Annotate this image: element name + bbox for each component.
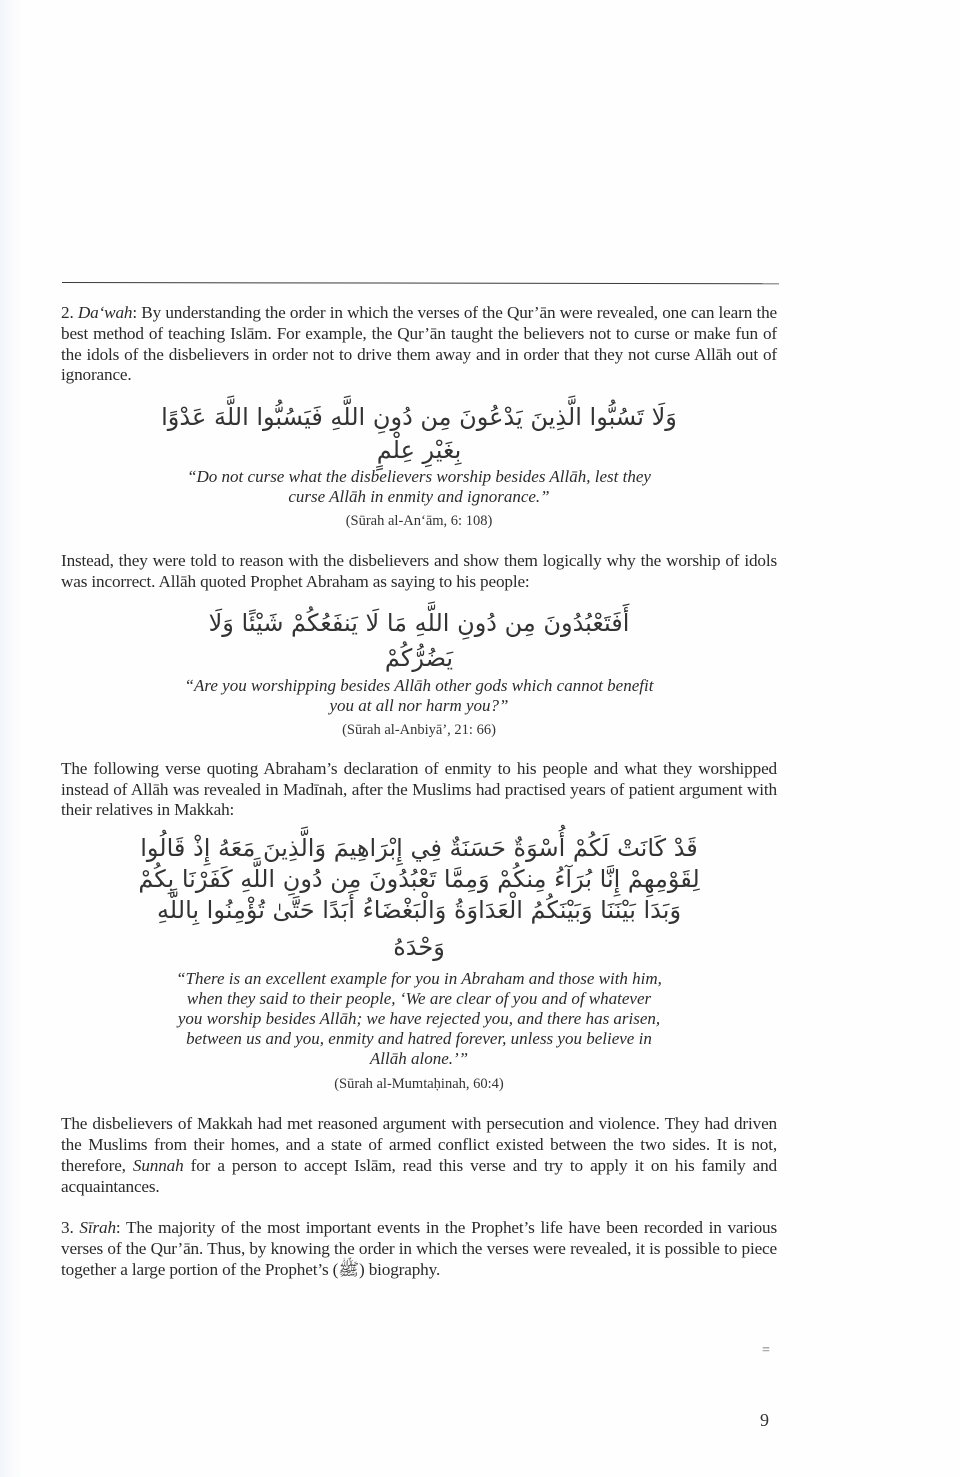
verse-translation-line: “There is an excellent example for you in Abraham and those with him, <box>176 969 662 989</box>
section-number: 2. <box>61 303 74 322</box>
verse-translation-line: Allāh alone.’” <box>369 1049 469 1069</box>
verse-translation-line: you at all nor harm you?” <box>329 695 509 715</box>
page-edge-shading <box>0 0 22 1477</box>
verse-translation-line: between us and you, enmity and hatred forever, unless you believe in <box>186 1029 652 1049</box>
section-sirah: 3. Sīrah: The majority of the most important events in the Prophet’s life have been recorded in various verses of the Qur’ān. Thus, by knowing the order in which the verses were revealed, it is possible to piece together a large portion of the Prophet’s (ﷺ) biography. <box>61 1218 777 1279</box>
section-number: 3. <box>61 1218 74 1238</box>
paragraph: The disbelievers of Makkah had met reasoned argument with persecution and violence. They had driven the Muslims from their homes, and a state of armed conflict existed between the two sides. It is not, therefore, Sunnah for a person to accept Islām, read this verse and try to apply it on his family and acquaintances. <box>61 1114 777 1196</box>
section-term: Sīrah <box>79 1218 116 1238</box>
section-term: Da‘wah <box>77 303 133 322</box>
verse-reference: (Sūrah al-An‘ām, 6: 108) <box>345 513 493 530</box>
verse-reference: (Sūrah al-Anbiyā’, 21: 66) <box>342 721 496 738</box>
verse-block <box>61 402 777 530</box>
section-text: By understanding the order in which the verses of the Qur’ān were revealed, one can learn the best method of teaching Islām. For example, the Qur’ān taught the believers not to curse or make fun of the idols of the disbelievers in order not to drive them away and in order that they not curse Allāh out of ignorance. <box>61 303 777 385</box>
arabic-verse-line: وَلَا تَسُبُّوا الَّذِينَ يَدْعُونَ مِن دُونِ اللَّهِ فَيَسُبُّوا اللَّهَ عَدْوًا <box>161 403 677 432</box>
verse-translation-line: when they said to their people, ‘We are clear of you and of whatever <box>186 989 652 1009</box>
page-number: 9 <box>760 1410 769 1430</box>
continuation-mark: = <box>762 1343 770 1358</box>
verse-translation-line: curse Allāh in enmity and ignorance.” <box>288 487 550 507</box>
verse-block <box>61 608 777 739</box>
section-text: The majority of the most important events in the Prophet’s life have been recorded in various verses of the Qur’ān. Thus, by knowing the order in which the verses were revealed, it is possible to piece together a large portion of the Prophet’s (ﷺ) biography. <box>61 1218 777 1279</box>
verse-translation-line: “Are you worshipping besides Allāh other gods which cannot benefit <box>184 675 654 695</box>
paragraph: The following verse quoting Abraham’s declaration of enmity to his people and what they worshipped instead of Allāh was revealed in Madīnah, after the Muslims had practised years of patient argument with their relatives in Makkah: <box>61 758 777 820</box>
page-body <box>61 300 777 1281</box>
verse-reference: (Sūrah al-Mumtaḥinah, 60:4) <box>334 1076 504 1093</box>
verse-translation-line: “Do not curse what the disbelievers worship besides Allāh, lest they <box>187 467 651 487</box>
arabic-verse-line: بِغَيْرِ عِلْمٍ <box>376 436 462 465</box>
arabic-verse-line: وَبَدَا بَيْنَنَا وَبَيْنَكُمُ الْعَدَاوَةُ وَالْبَغْضَاءُ أَبَدًا حَتَّىٰ تُؤْمِنُوا بِاللَّهِ <box>156 896 682 925</box>
arabic-verse-line: قَدْ كَانَتْ لَكُمْ أُسْوَةٌ حَسَنَةٌ فِي إِبْرَاهِيمَ وَالَّذِينَ مَعَهُ إِذْ قَالُوا <box>140 834 698 863</box>
header-rule <box>62 282 779 284</box>
arabic-verse-line: لِقَوْمِهِمْ إِنَّا بُرَآءُ مِنكُمْ وَمِمَّا تَعْبُدُونَ مِن دُونِ اللَّهِ كَفَرْنَا بِكُمْ <box>138 865 700 894</box>
verse-translation-line: you worship besides Allāh; we have rejected you, and there has arisen, <box>177 1009 661 1029</box>
arabic-verse-line: وَحْدَهُ <box>393 933 445 962</box>
section-dawah-intro: 2. Da‘wah: By understanding the order in which the verses of the Qur’ān were revealed, one can learn the best method of teaching Islām. For example, the Qur’ān taught the believers not to curse or make fun of the idols of the disbelievers in order not to drive them away and in order that they not curse Allāh out of ignorance. <box>61 303 777 385</box>
paragraph: Instead, they were told to reason with the disbelievers and show them logically why the worship of idols was incorrect. Allāh quoted Prophet Abraham as saying to his people: <box>61 551 777 591</box>
verse-block <box>61 833 777 1093</box>
arabic-verse-line: يَضُرُّكُمْ <box>384 643 454 672</box>
term-sunnah: Sunnah <box>132 1155 184 1175</box>
arabic-verse-line: أَفَتَعْبُدُونَ مِن دُونِ اللَّهِ مَا لَا يَنفَعُكُمْ شَيْئًا وَلَا <box>208 608 630 637</box>
